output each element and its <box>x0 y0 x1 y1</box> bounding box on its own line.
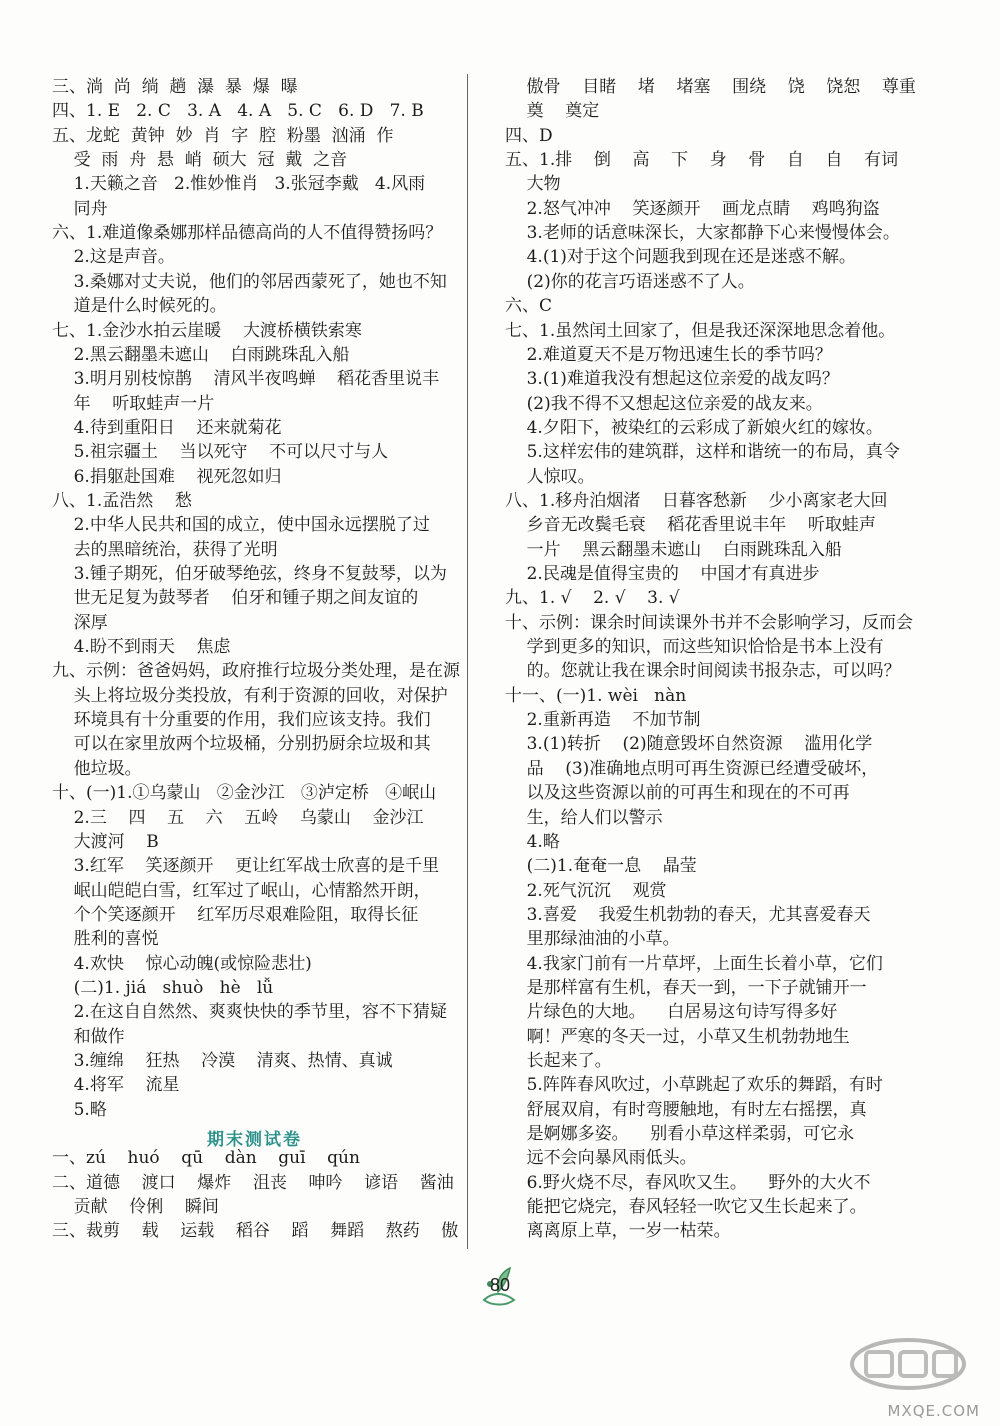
answer-line: 舒展双肩，有时弯腰触地，有时左右摇摆，真 <box>505 1099 867 1120</box>
answer-line: 是婀娜多姿。 别看小草这样柔弱，可它永 <box>505 1124 855 1145</box>
answer-line: 十、示例：课余时间读课外书并不会影响学习，反而会 <box>505 612 913 633</box>
answer-line: 个个笑逐颜开 红军历尽艰难险阻，取得长征 <box>52 904 419 925</box>
answer-line: 九、示例：爸爸妈妈，政府推行垃圾分类处理，是在源 <box>52 661 460 682</box>
answer-line: 世无足复为鼓琴者 伯牙和锺子期之间友谊的 <box>52 588 419 609</box>
answer-line: 和做作 <box>52 1026 125 1047</box>
answer-line: 能把它烧完，春风轻轻一吹它又生长起来了。 <box>505 1197 867 1218</box>
answer-line: 他垃圾。 <box>52 758 142 779</box>
answer-line: 胜利的喜悦 <box>52 929 159 950</box>
answer-line: 4.略 <box>505 831 560 852</box>
answer-line: 4.夕阳下，被染红的云彩成了新娘火红的嫁妆。 <box>505 417 883 438</box>
answer-line: 2.三 四 五 六 五岭 乌蒙山 金沙江 <box>52 807 424 828</box>
answer-line: 4.将军 流星 <box>52 1075 180 1096</box>
answer-line: 可以在家里放两个垃圾桶，分别扔厨余垃圾和其 <box>52 734 431 755</box>
answer-line: 乡音无改鬓毛衰 稻花香里说丰年 听取蛙声 <box>505 515 876 536</box>
answer-line: 离离原上草，一岁一枯荣。 <box>505 1221 731 1242</box>
answer-line: 三、淌 尚 绱 趟 瀑 暴 爆 曝 <box>52 77 298 97</box>
answer-line: 同舟 <box>52 198 108 219</box>
answer-line: 长起来了。 <box>505 1051 612 1071</box>
answer-line: 头上将垃圾分类投放，有利于资源的回收，对保护 <box>52 685 448 706</box>
answer-line: 以及这些资源以前的可再生和现在的不可再 <box>505 783 850 804</box>
answer-line: 4.待到重阳日 还来就菊花 <box>52 417 282 438</box>
answer-line: 大物 <box>505 174 561 195</box>
answer-line: 5.祖宗疆土 当以死守 不可以尺寸与人 <box>52 442 389 463</box>
answer-line: 十一、(一)1. wèi nàn <box>505 685 687 706</box>
answer-line: 二、道德 渡口 爆炸 沮丧 呻吟 谚语 酱油 <box>52 1172 454 1193</box>
answer-line: 1.天籁之音 2.惟妙惟肖 3.张冠李戴 4.风雨 <box>52 174 426 195</box>
answer-line: (2)你的花言巧语迷惑不了人。 <box>505 271 755 292</box>
answer-line: (二)1.奄奄一息 晶莹 <box>505 856 697 877</box>
answer-line: 2.在这自自然然、爽爽快快的季节里，容不下猜疑 <box>52 1002 447 1023</box>
answer-line: 2.民魂是值得宝贵的 中国才有真进步 <box>505 564 820 584</box>
section-title: 期末测试卷 <box>207 1130 302 1151</box>
answer-line: 5.略 <box>52 1099 107 1120</box>
answer-line: 的。您就让我在课余时间阅读书报杂志，可以吗？ <box>505 661 901 682</box>
answer-line: 4.盼不到雨天 焦虑 <box>52 637 231 658</box>
answer-line: 环境具有十分重要的作用，我们应该支持。我们 <box>52 710 431 731</box>
answer-line: 学到更多的知识，而这些知识恰恰是书本上没有 <box>505 637 884 658</box>
answer-line: 七、1.虽然闰土回家了，但是我还深深地思念着他。 <box>505 320 896 341</box>
answer-line: 奠 奠定 <box>505 101 600 122</box>
answer-line: 2.中华人民共和国的成立，使中国永远摆脱了过 <box>52 515 430 536</box>
answer-line: 5.这样宏伟的建筑群，这样和谐统一的布局，真令 <box>505 442 900 463</box>
answer-line: 生，给人们以警示 <box>505 807 663 828</box>
answer-line: 3.缠绵 狂热 冷漠 清爽、热情、真诚 <box>52 1051 393 1071</box>
column-divider <box>467 74 468 1249</box>
answer-line: 大渡河 B <box>52 831 159 852</box>
answer-line: 3.(1)转折 (2)随意毁坏自然资源 滥用化学 <box>505 734 873 755</box>
answer-line: 6.野火烧不尽，春风吹又生。 野外的大火不 <box>505 1172 871 1193</box>
answer-line: 受 雨 舟 悬 峭 硕大 冠 戴 之音 <box>52 150 348 171</box>
answer-line: (2)我不得不又想起这位亲爱的战友来。 <box>505 393 823 414</box>
answer-line: 6.捐躯赴国难 视死忽如归 <box>52 466 282 487</box>
answer-line: 品 (3)准确地点明可再生资源已经遭受破坏， <box>505 758 879 779</box>
answer-line: 3.明月别枝惊鹊 清风半夜鸣蝉 稻花香里说丰 <box>52 369 440 390</box>
answer-line: 3.红军 笑逐颜开 更让红军战士欣喜的是千里 <box>52 856 440 877</box>
answer-line: 3.老师的话意味深长，大家都静下心来慢慢体会。 <box>505 223 900 244</box>
answer-line: 一片 黑云翻墨未遮山 白雨跳珠乱入船 <box>505 539 842 560</box>
answer-line: 3.桑娜对丈夫说，他们的邻居西蒙死了，她也不知 <box>52 271 447 292</box>
answer-line: (二)1. jiá shuò hè lǚ <box>52 977 274 998</box>
answer-line: 一、zú huó qū dàn guī qún <box>52 1148 360 1169</box>
answer-line: 九、1. √ 2. √ 3. √ <box>505 588 680 609</box>
answer-line: 远不会向暴风雨低头。 <box>505 1148 697 1169</box>
answer-line: 2.难道夏天不是万物迅速生长的季节吗？ <box>505 344 832 365</box>
answer-line: 七、1.金沙水拍云崖暖 大渡桥横铁索寒 <box>52 320 362 341</box>
answer-line: 啊！严寒的冬天一过，小草又生机勃勃地生 <box>505 1026 850 1047</box>
answer-line: 4.我家门前有一片草坪，上面生长着小草，它们 <box>505 953 883 974</box>
answer-line: 4.(1)对于这个问题我到现在还是迷惑不解。 <box>505 247 856 268</box>
answer-line: 道是什么时候死的。 <box>52 296 227 317</box>
answer-line: 傲骨 目睹 堵 堵塞 围绕 饶 饶恕 尊重 <box>505 77 916 97</box>
answer-line: 3.(1)难道我没有想起这位亲爱的战友吗？ <box>505 369 839 390</box>
answer-line: 2.黑云翻墨未遮山 白雨跳珠乱入船 <box>52 344 350 365</box>
answer-line: 4.欢快 惊心动魄(或惊险悲壮) <box>52 953 312 974</box>
answer-line: 三、裁剪 载 运载 稻谷 蹈 舞蹈 熬药 傲 <box>52 1221 459 1242</box>
answer-line: 贡献 伶俐 瞬间 <box>52 1197 219 1218</box>
answer-line: 八、1.移舟泊烟渚 日暮客愁新 少小离家老大回 <box>505 490 888 511</box>
answer-line: 里那绿油油的小草。 <box>505 929 680 950</box>
answer-line: 五、1.排 倒 高 下 身 骨 自 自 有词 <box>505 150 899 171</box>
answer-line: 六、1.难道像桑娜那样品德高尚的人不值得赞扬吗？ <box>52 223 443 244</box>
watermark-text: MXQE.COM <box>887 1402 980 1420</box>
answer-line: 3.锺子期死，伯牙破琴绝弦，终身不复鼓琴，以为 <box>52 564 447 584</box>
answer-line: 深厚 <box>52 612 108 633</box>
answer-line: 片绿色的大地。 白居易这句诗写得多好 <box>505 1002 838 1023</box>
answer-line: 六、C <box>505 296 553 317</box>
answer-line: 去的黑暗统治，获得了光明 <box>52 539 278 560</box>
answer-line: 2.重新再造 不加节制 <box>505 710 701 731</box>
answer-line: 八、1.孟浩然 愁 <box>52 490 192 511</box>
answer-line: 岷山皑皑白雪，红军过了岷山，心情豁然开朗， <box>52 880 431 901</box>
answer-line: 四、1. E 2. C 3. A 4. A 5. C 6. D 7. B <box>52 101 424 122</box>
page-number: 80 <box>489 1275 511 1295</box>
answer-line: 是那样富有生机，春天一到，一下子就铺开一 <box>505 977 867 998</box>
answer-line: 四、D <box>505 125 553 146</box>
answer-line: 2.怒气冲冲 笑逐颜开 画龙点睛 鸡鸣狗盗 <box>505 198 880 219</box>
answer-line: 3.喜爱 我爱生机勃勃的春天，尤其喜爱春天 <box>505 904 871 925</box>
answer-line: 2.死气沉沉 观赏 <box>505 880 667 901</box>
answer-line: 人惊叹。 <box>505 466 595 487</box>
answer-line: 2.这是声音。 <box>52 247 175 268</box>
answer-line: 五、龙蛇 黄钟 妙 肖 字 腔 粉墨 汹涌 作 <box>52 125 394 146</box>
answer-line: 5.阵阵春风吹过，小草跳起了欢乐的舞蹈，有时 <box>505 1075 883 1096</box>
answer-line: 十、(一)1.①乌蒙山 ②金沙江 ③泸定桥 ④岷山 <box>52 783 437 804</box>
answer-line: 年 听取蛙声一片 <box>52 393 215 414</box>
